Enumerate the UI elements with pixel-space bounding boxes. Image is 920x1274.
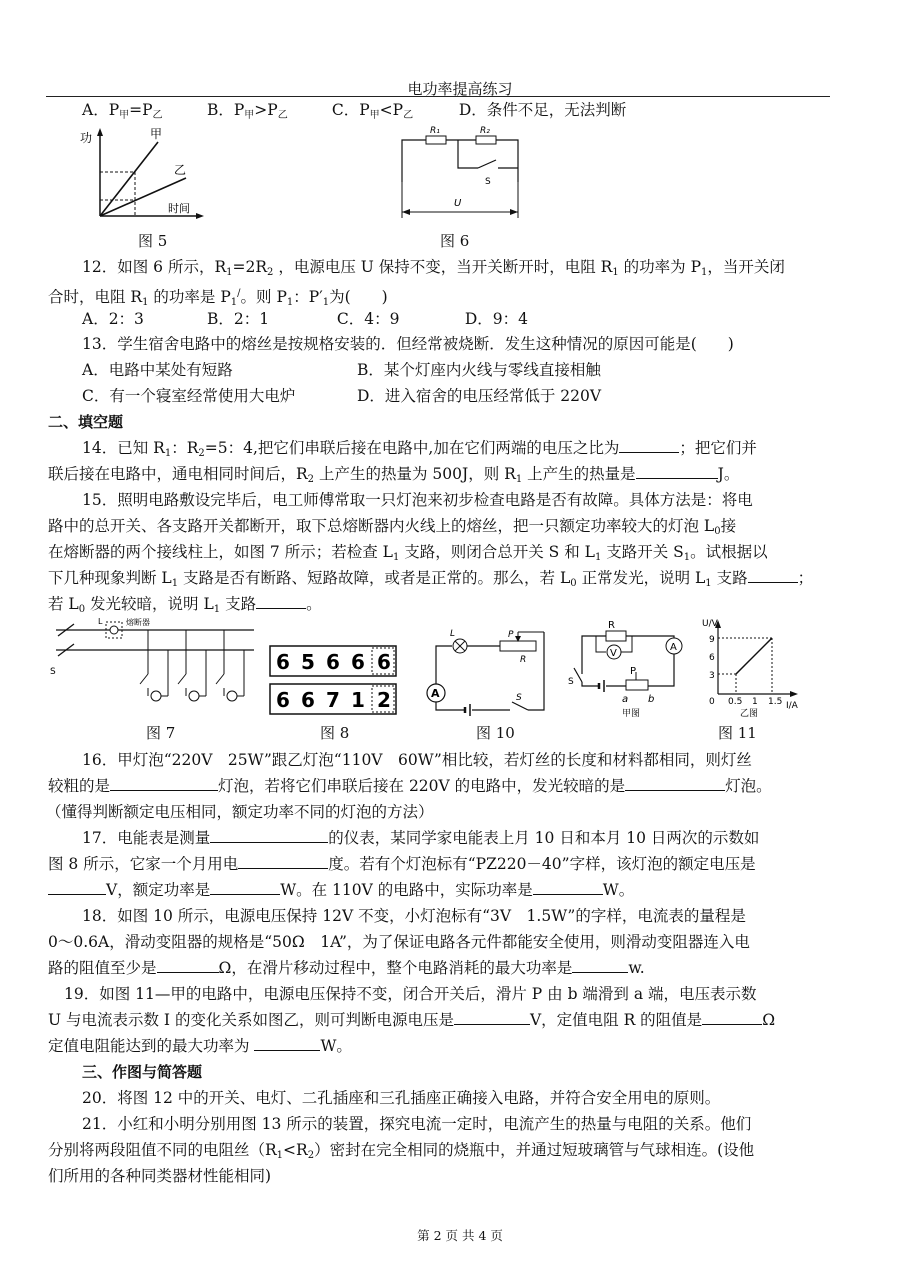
- q19-line3: 定值电阻能达到的最大功率为 W。: [48, 1034, 850, 1059]
- fig11-right-label: 乙图: [740, 709, 759, 719]
- page-footer: 第 2 页 共 4 页: [417, 1228, 503, 1243]
- q14-blank-2: [636, 462, 718, 479]
- q11-option-d: D．条件不足，无法判断: [458, 101, 627, 119]
- fig11g-ytick-6: 6: [709, 653, 715, 663]
- q12-option-d: D．9：4: [464, 310, 528, 328]
- fig11-wire-right: [648, 654, 674, 686]
- fig7-branch-1: [140, 630, 168, 701]
- q20-text: 20．将图 12 中的开关、电灯、二孔插座和三孔插座正确接入电路，并符合安全用电的原则。: [82, 1089, 721, 1107]
- fig7-branch-3: [216, 630, 244, 701]
- fig6-caption: 图 6: [440, 232, 470, 250]
- fig11-wire-top: [626, 636, 674, 638]
- fig11-p-label: P: [630, 666, 637, 677]
- fig11g-line: [736, 638, 772, 674]
- fig10-r-label: R: [520, 655, 527, 665]
- fig5-label-yi: 乙: [174, 163, 187, 177]
- fig6-u-label: U: [454, 198, 462, 209]
- fig6-switch-blade: [478, 160, 496, 168]
- fig11-rheostat: [626, 680, 648, 690]
- fig11g-xtick-1: 1: [752, 697, 758, 707]
- fig11-s-label: S: [568, 677, 574, 687]
- q17-line1: 17．电能表是测量 的仪表，某同学家电能表上月 10 日和本月 10 日两次的示数如: [48, 826, 850, 851]
- q15-line2: 路中的总开关、各支路开关都断开，取下总熔断器内火线上的熔丝，把一只额定功率较大的灯泡 $L_0$接: [48, 517, 737, 537]
- q17-blank-5: [533, 878, 603, 895]
- fig5-y-arrow: [97, 128, 103, 136]
- figure-5-graph: [80, 124, 210, 224]
- fig11-a-label: A: [670, 642, 677, 653]
- q12-option-a: A．2：3: [82, 310, 144, 328]
- figure-10-circuit: [420, 628, 554, 720]
- fig11g-origin: 0: [709, 697, 715, 707]
- fig8-r2-d4: 1: [351, 688, 365, 712]
- fig7-l-label: L: [98, 617, 103, 626]
- fig8-row-1: [270, 646, 396, 676]
- fig11-v-label: V: [610, 648, 617, 659]
- fig6-switch-branch: [458, 140, 478, 168]
- fig11g-ytick-9: 9: [709, 635, 715, 645]
- q19-line2: U 与电流表示数 I 的变化关系如图乙，则可判断电源电压是 V，定值电阻 R 的阻值是 Ω: [48, 1008, 850, 1033]
- figure-6-circuit: [390, 122, 530, 222]
- figure-11-graph: [700, 616, 810, 720]
- fig6-s-label: S: [485, 177, 491, 187]
- fig5-x-arrow: [196, 213, 204, 219]
- q11-option-c: C．$P_甲<P_乙$: [331, 101, 414, 121]
- fig11-a-end-label: a: [622, 694, 629, 705]
- fig11g-y-label: U/V: [702, 619, 718, 629]
- q15-line1: 15．照明电路敷设完毕后，电工师傅常取一只灯泡来初步检查电路是否有故障。具体方法是：将电: [82, 491, 753, 509]
- fig10-wire-left-top: [436, 646, 452, 684]
- q16-line1: 16．甲灯泡“220V 25W”跟乙灯泡“110V 60W”相比较，若灯丝的长度和材料都相同，则灯丝: [82, 751, 752, 769]
- fig8-r2-d1: 6: [276, 688, 290, 712]
- q17-line3: V，额定功率是 W。在 110V 的电路中，实际功率是 W。: [48, 878, 850, 903]
- q21-line2: 分别将两段阻值不同的电阻丝$(R_1<R_2)$密封在完全相同的烧瓶中，并通过短玻璃管与气球相连。(设他: [48, 1141, 755, 1161]
- fig10-rheostat: [500, 641, 536, 651]
- fig11-r-label: R: [608, 620, 615, 631]
- fig7-caption: 图 7: [146, 724, 176, 742]
- q16-blank-1: [110, 774, 218, 791]
- q15-blank-2: [256, 592, 306, 609]
- fig11-wire-switch: [582, 682, 599, 686]
- q18-line1: 18．如图 10 所示，电源电压保持 12V 不变，小灯泡标有“3V 1.5W”的字样，电流表的量程是: [82, 907, 746, 925]
- q12-option-b: B．2：1: [206, 310, 270, 328]
- q14-line2: 联后接在电路中，通电相同时间后，$R_2$ 上产生的热量为 500J，则 $R_1$ 上产生的热量是 J。: [48, 462, 850, 492]
- fig11-wire-left: [582, 636, 606, 674]
- fig5-y-label: 功: [80, 131, 93, 145]
- q13-option-c: C．有一个寝室经常使用大电炉: [82, 387, 296, 405]
- q14-line1: 14．已知 $R_1$：$R_2=5$：4,把它们串联后接在电路中,加在它们两端的电压之比为 ；把它们并: [48, 436, 850, 466]
- fig6-wire-top: [402, 140, 518, 182]
- q19-blank-3: [254, 1034, 320, 1051]
- fig7-s-label: S: [50, 667, 56, 677]
- section-fill-in: 二、填空题: [48, 413, 124, 431]
- q11-option-b: B．$P_甲>P_乙$: [206, 101, 288, 121]
- fig11-left-label: 甲图: [622, 709, 641, 719]
- fig7-fuse-label: 熔断器: [126, 618, 150, 627]
- q18-blank-2: [572, 956, 628, 973]
- fig10-switch: [512, 702, 528, 710]
- q19-blank-2: [702, 1008, 762, 1025]
- q18-line2: 0～0.6A，滑动变阻器的规格是“50Ω 1A”，为了保证电路各元件都能安全使用，则滑动变阻器连入电: [48, 933, 750, 951]
- fig8-r1-d2: 5: [301, 650, 315, 674]
- fig11g-x-label: I/A: [786, 701, 798, 711]
- q21-line3: 们所用的各种同类器材性能相同): [48, 1167, 272, 1185]
- q17-line2: 图 8 所示，它家一个月用电 度。若有个灯泡标有“PZ220－40”字样，该灯泡的额定电压是: [48, 852, 850, 877]
- fig7-l0-lamp: [110, 626, 118, 634]
- fig11g-xtick-05: 0.5: [728, 697, 743, 707]
- fig8-r1-d3: 6: [326, 650, 340, 674]
- q12-options: [82, 307, 850, 332]
- fig11-caption: 图 11: [718, 724, 757, 742]
- q13-text: 13．学生宿舍电路中的熔丝是按规格安装的．但经常被烧断．发生这种情况的原因可能是( ): [82, 335, 734, 353]
- q18-blank-1: [157, 956, 219, 973]
- q11-option-a: A．$P_甲=P_乙$: [82, 101, 163, 121]
- fig8-r1-d1: 6: [276, 650, 290, 674]
- page-header: 电功率提高练习: [407, 80, 513, 98]
- q21-line1: 21．小红和小明分别用图 13 所示的装置，探究电流一定时，电流产生的热量与电阻的关系。他们: [82, 1115, 752, 1133]
- fig11g-xtick-15: 1.5: [768, 697, 783, 707]
- fig6-r2: [476, 136, 496, 144]
- q17-blank-1: [210, 826, 328, 843]
- q17-blank-4: [210, 878, 280, 895]
- q17-blank-3: [48, 878, 106, 895]
- fig6-u-arrow-left: [402, 209, 410, 215]
- fig10-wire-left-bottom: [436, 702, 465, 710]
- fig6-r1: [426, 136, 446, 144]
- fig6-r1-label: R₁: [430, 126, 440, 136]
- fig8-row-2: [270, 684, 396, 714]
- fig11g-x-arrow: [790, 691, 798, 697]
- fig10-s-label: S: [516, 693, 522, 703]
- q17-blank-2: [238, 852, 328, 869]
- q13-option-d: D．进入宿舍的电压经常低于 220V: [356, 387, 602, 405]
- fig8-r2-d2: 6: [301, 688, 315, 712]
- fig10-a-label: A: [431, 687, 440, 700]
- figure-7-circuit: [48, 616, 258, 706]
- fig8-r2-d5: 2: [377, 688, 391, 712]
- fig6-u-arrow-right: [510, 209, 518, 215]
- figure-11-circuit: [566, 616, 694, 720]
- q16-line2: 较粗的是 灯泡，若将它们串联后接在 220V 的电路中，发光较暗的是 灯泡。: [48, 774, 850, 799]
- fig11-b-end-label: b: [648, 694, 655, 705]
- q15-line4: 下几种现象判断 $L_1$ 支路是否有断路、短路故障，或者是正常的。那么，若 $L_0$ 正常发光，说明 $L_1$ 支路 ；: [48, 566, 850, 596]
- fig5-label-jia: 甲: [150, 127, 163, 141]
- fig11-switch: [574, 668, 582, 682]
- fig6-r2-label: R₂: [480, 126, 490, 136]
- section-drawing: 三、作图与简答题: [82, 1063, 203, 1081]
- q13-option-a: A．电路中某处有短路: [82, 361, 233, 379]
- fig5-x-label: 时间: [168, 202, 190, 215]
- fig11-voltmeter-wire-a: [596, 636, 606, 652]
- fig5-line-jia: [100, 142, 158, 216]
- fig8-r1-d4: 6: [351, 650, 365, 674]
- fig10-caption: 图 10: [476, 724, 515, 742]
- q12-line2: 合时，电阻 $R_1$ 的功率是 $P_1^/$。则 $P_1$：$P'_1$为( ): [48, 288, 388, 309]
- q14-blank-1: [619, 436, 679, 453]
- q13-options-row2: [82, 384, 850, 409]
- q16-line3: （懂得判断额定电压相同，额定功率不同的灯泡的方法）: [46, 803, 434, 821]
- fig11g-ytick-3: 3: [709, 671, 715, 681]
- fig7-branch-2: [178, 630, 206, 701]
- q13-option-b: B．某个灯座内火线与零线直接相触: [356, 361, 601, 379]
- fig8-r1-d5: 6: [377, 650, 391, 674]
- q15-line3: 在熔断器的两个接线柱上，如图 7 所示；若检查 $L_1$ 支路，则闭合总开关 S 和 $L_1$ 支路开关 $S_1$。试根据以: [48, 543, 768, 563]
- header-rule: [46, 96, 830, 97]
- q15-line5: 若 $L_0$ 发光较暗，说明 $L_1$ 支路 。: [48, 592, 850, 622]
- q12-line1: 12．如图 6 所示，$R_1=2R_2$ ，电源电压 U 保持不变，当开关断开时，电阻 $R_1$ 的功率为 $P_1$，当开关闭: [82, 258, 785, 278]
- q18-line3: 路的阻值至少是 Ω，在滑片移动过程中，整个电路消耗的最大功率是 w.: [48, 956, 850, 981]
- q19-blank-1: [454, 1008, 530, 1025]
- q12-option-c: C．4：9: [336, 310, 400, 328]
- figure-8-meter: [268, 644, 400, 716]
- fig10-p-label: P: [508, 630, 514, 640]
- fig8-r2-d3: 7: [326, 688, 340, 712]
- q16-blank-2: [625, 774, 725, 791]
- q13-options-row1: [82, 358, 850, 383]
- q15-blank-1: [748, 566, 798, 583]
- fig8-caption: 图 8: [320, 724, 350, 742]
- fig5-caption: 图 5: [138, 232, 168, 250]
- q19-line1: 19．如图 11—甲的电路中，电源电压保持不变，闭合开关后，滑片 P 由 b 端滑到 a 端，电压表示数: [64, 985, 757, 1003]
- fig10-l-label: L: [450, 629, 456, 639]
- fig11-resistor: [606, 631, 626, 641]
